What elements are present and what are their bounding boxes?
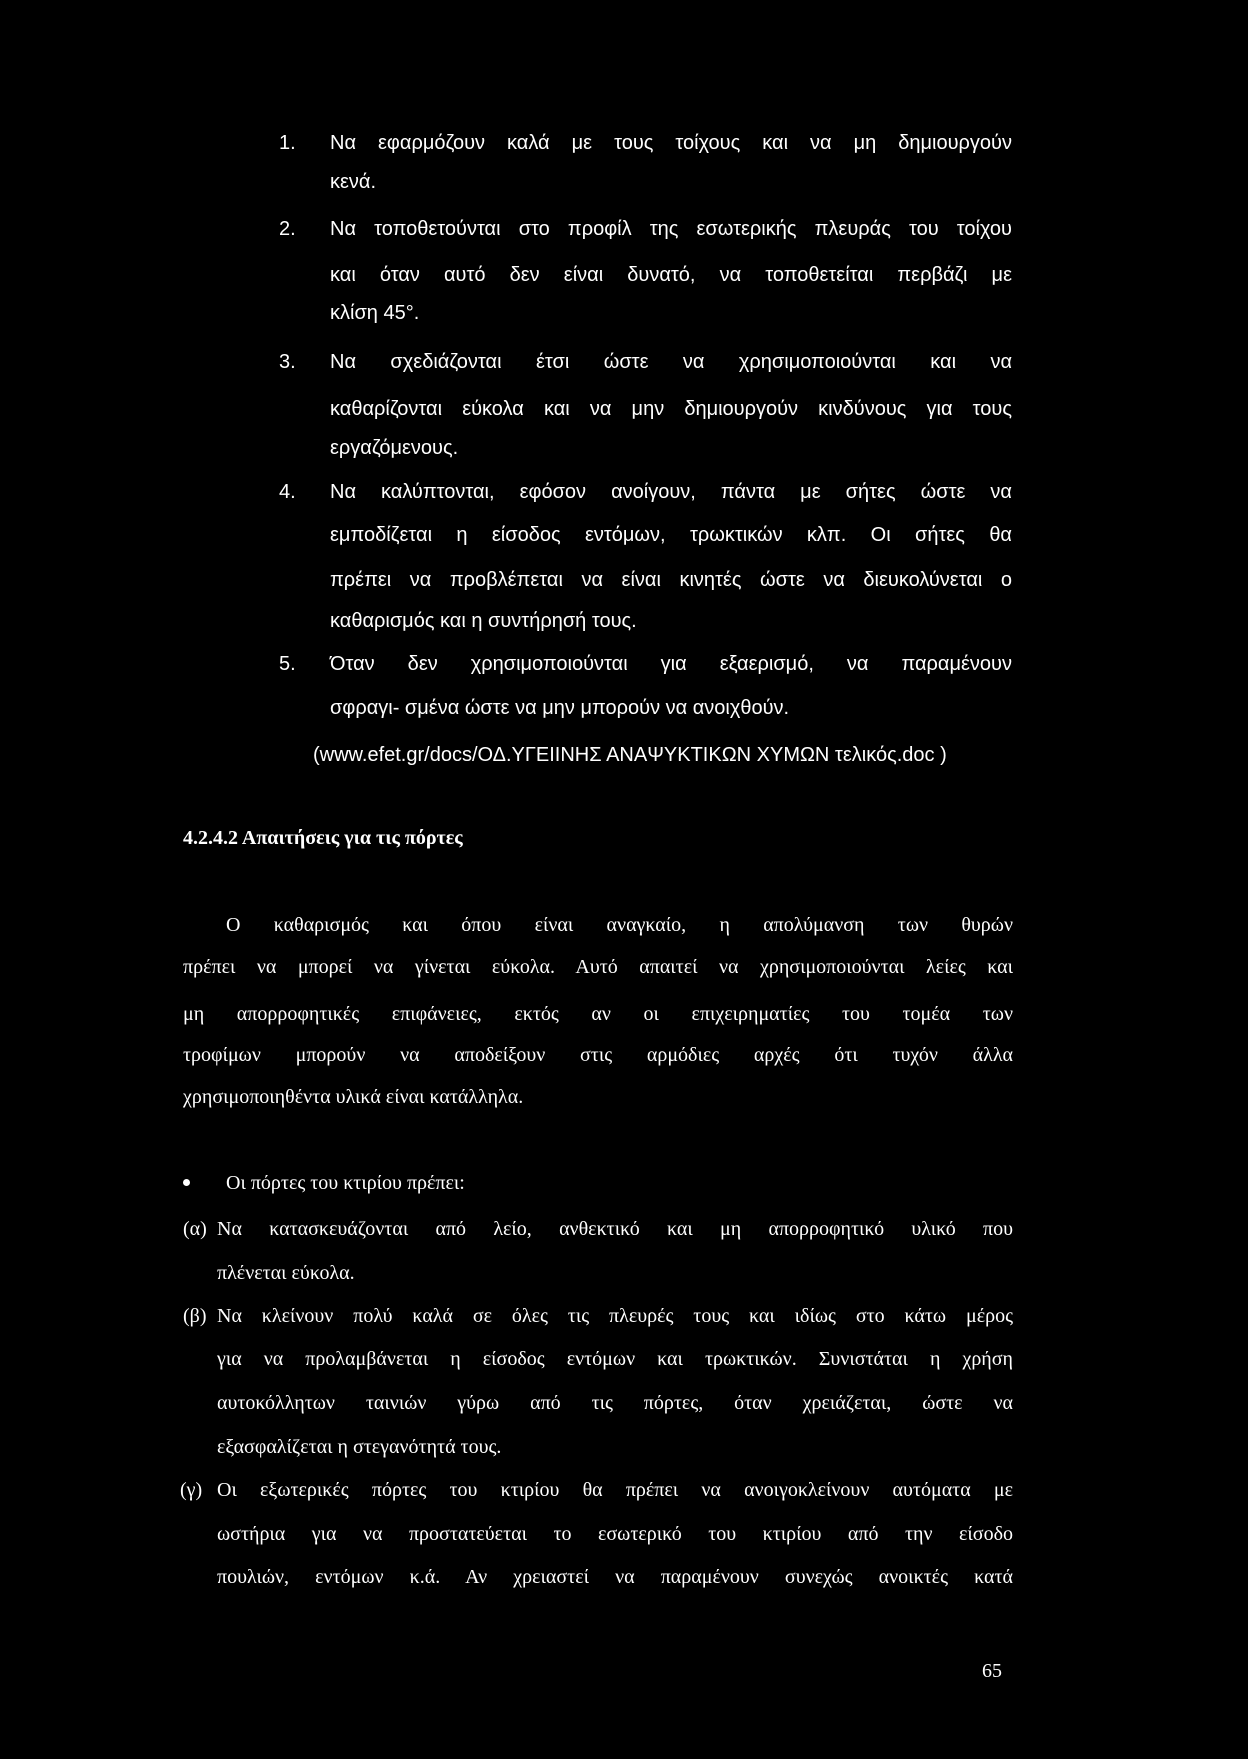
list-number: 3. — [279, 351, 296, 373]
requirement-line: Να κλείνουν πολύ καλά σε όλες τις πλευρές τους και ιδίως στο κάτω μέρος — [217, 1305, 1013, 1327]
list-line: εμποδίζεται η είσοδος εντόμων, τρωκτικών κλπ. Οι σήτες θα — [330, 524, 1012, 546]
list-line: κλίση 45°. — [330, 302, 420, 324]
list-number: 1. — [279, 132, 296, 154]
list-line: και όταν αυτό δεν είναι δυνατό, να τοποθετείται περβάζι με — [330, 264, 1012, 286]
list-number: 4. — [279, 481, 296, 503]
requirement-label: (γ) — [180, 1479, 203, 1501]
paragraph-line: μη απορροφητικές επιφάνειες, εκτός αν οι επιχειρηματίες του τομέα των — [183, 1003, 1013, 1025]
list-line: καθαρισμός και η συντήρησή τους. — [330, 610, 637, 632]
bullet-text: Οι πόρτες του κτιρίου πρέπει: — [226, 1172, 465, 1194]
list-line: κενά. — [330, 171, 377, 193]
requirement-label: (α) — [183, 1218, 207, 1240]
paragraph-line: τροφίμων μπορούν να αποδείξουν στις αρμόδιες αρχές ότι τυχόν άλλα — [183, 1044, 1013, 1066]
requirement-line: Οι εξωτερικές πόρτες του κτιρίου θα πρέπει να ανοιγοκλείνουν αυτόματα με — [217, 1479, 1013, 1501]
list-line: Όταν δεν χρησιμοποιούνται για εξαερισμό, να παραμένουν — [330, 653, 1012, 675]
requirement-line: πλένεται εύκολα. — [217, 1262, 355, 1284]
list-number: 5. — [279, 653, 296, 675]
list-number: 2. — [279, 218, 296, 240]
requirement-line: για να προλαμβάνεται η είσοδος εντόμων και τρωκτικών. Συνιστάται η χρήση — [217, 1348, 1013, 1370]
requirement-line: ωστήρια για να προστατεύεται το εσωτερικό του κτιρίου από την είσοδο — [217, 1523, 1013, 1545]
requirement-line: αυτοκόλλητων ταινιών γύρω από τις πόρτες, όταν χρειάζεται, ώστε να — [217, 1392, 1013, 1414]
requirement-line: εξασφαλίζεται η στεγανότητά τους. — [217, 1436, 502, 1458]
list-line: Να τοποθετούνται στο προφίλ της εσωτερικής πλευράς του τοίχου — [330, 218, 1012, 240]
list-line: εργαζόμενους. — [330, 437, 459, 459]
requirement-line: Να κατασκευάζονται από λείο, ανθεκτικό και μη απορροφητικό υλικό που — [217, 1218, 1013, 1240]
paragraph-line: πρέπει να μπορεί να γίνεται εύκολα. Αυτό απαιτεί να χρησιμοποιούνται λείες και — [183, 956, 1013, 978]
list-line: Να καλύπτονται, εφόσον ανοίγουν, πάντα με σήτες ώστε να — [330, 481, 1012, 503]
section-heading: 4.2.4.2 Απαιτήσεις για τις πόρτες — [183, 827, 463, 849]
paragraph-line: Ο καθαρισμός και όπου είναι αναγκαίο, η απολύμανση των θυρών — [226, 914, 1013, 936]
requirement-label: (β) — [183, 1305, 207, 1327]
source-reference: (www.efet.gr/docs/ΟΔ.ΥΓΕΙΙΝΗΣ ΑΝΑΨΥΚΤΙΚΩΝ ΧΥΜΩΝ τελικός.doc ) — [313, 744, 947, 766]
list-line: καθαρίζονται εύκολα και να μην δημιουργούν κινδύνους για τους — [330, 398, 1012, 420]
bullet-icon — [183, 1179, 190, 1186]
list-line: σφραγι- σμένα ώστε να μην μπορούν να ανοιχθούν. — [330, 697, 790, 719]
list-line: πρέπει να προβλέπεται να είναι κινητές ώστε να διευκολύνεται ο — [330, 569, 1012, 591]
page-number: 65 — [982, 1660, 1002, 1682]
paragraph-line: χρησιμοποιηθέντα υλικά είναι κατάλληλα. — [183, 1086, 524, 1108]
requirement-line: πουλιών, εντόμων κ.ά. Αν χρειαστεί να παραμένουν συνεχώς ανοικτές κατά — [217, 1566, 1013, 1588]
list-line: Να εφαρμόζουν καλά με τους τοίχους και να μη δημιουργούν — [330, 132, 1012, 154]
list-line: Να σχεδιάζονται έτσι ώστε να χρησιμοποιούνται και να — [330, 351, 1012, 373]
